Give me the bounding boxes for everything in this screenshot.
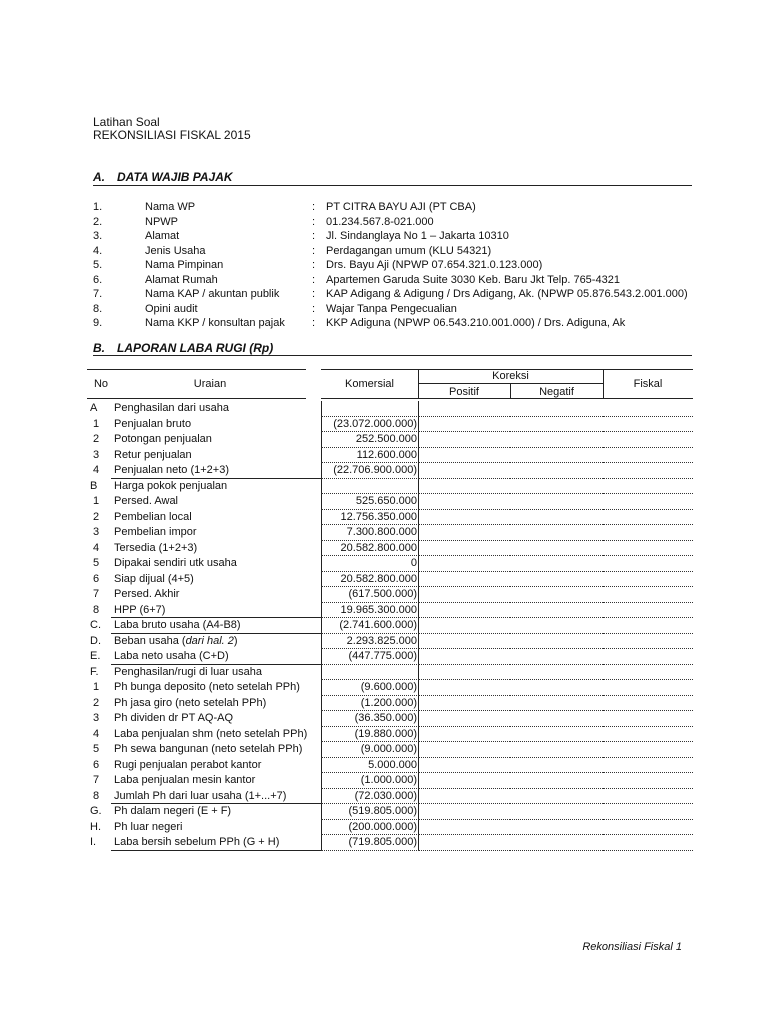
table-row: [87, 572, 693, 588]
row-number: B: [90, 479, 98, 492]
section-a-letter: A.: [93, 170, 105, 184]
row-uraian-text: Laba neto usaha (C+D): [114, 650, 229, 662]
wp-row-number: 6.: [93, 273, 103, 286]
section-b-letter: B.: [93, 341, 105, 355]
row-uraian-text: Tersedia (1+2+3): [114, 541, 198, 554]
row-number: 3: [92, 712, 100, 724]
wp-row-number: 3.: [93, 230, 103, 242]
wp-row-label: Nama Pimpinan: [145, 259, 224, 271]
header-rule-right-bottom: [321, 398, 693, 399]
row-komersial: (2.741.600.000): [339, 619, 417, 631]
row-uraian-text: Ph jasa giro (neto setelah PPh): [114, 696, 267, 709]
row-komersial: 20.582.800.000: [340, 541, 417, 554]
row-uraian-text: Ph dalam negeri (E + F): [114, 805, 232, 817]
table-row: [87, 680, 693, 696]
row-uraian-text: Pembelian impor: [114, 526, 197, 538]
row-uraian-text: HPP (6+7): [114, 603, 166, 616]
row-number: 1: [92, 495, 100, 507]
row-uraian: [114, 418, 191, 430]
row-uraian-text: Penghasilan dari usaha: [114, 402, 229, 414]
row-uraian-text: Potongan penjualan: [114, 433, 212, 445]
wp-row-number: 4.: [93, 244, 103, 257]
row-komersial: 0: [410, 557, 417, 569]
wp-row-colon: :: [312, 288, 316, 300]
table-row: [87, 587, 693, 603]
col-header-no: No: [93, 378, 109, 390]
section-a-title: DATA WAJIB PAJAK: [117, 170, 233, 184]
row-number: E.: [90, 650, 101, 662]
section-b-title: LAPORAN LABA RUGI (Rp): [117, 341, 274, 355]
wp-row-colon: :: [312, 302, 316, 315]
wp-row: [93, 229, 692, 243]
row-uraian-text: Laba bersih sebelum PPh (G + H): [114, 836, 280, 848]
row-number: 6: [92, 572, 100, 585]
row-uraian-text: Penjualan neto (1+2+3): [114, 464, 229, 476]
table-row: [87, 494, 693, 510]
wp-row: [93, 302, 692, 316]
row-uraian-text: Laba penjualan mesin kantor: [114, 774, 256, 786]
wp-row-number: 8.: [93, 302, 103, 315]
row-uraian: [114, 480, 227, 492]
section-b-heading: [93, 341, 273, 355]
row-uraian: [114, 759, 261, 771]
row-cell-line: [510, 850, 603, 851]
row-number: I.: [90, 836, 97, 848]
wp-row-value: PT CITRA BAYU AJI (PT CBA): [326, 201, 476, 213]
row-uraian: [114, 449, 192, 461]
row-uraian: [114, 666, 262, 678]
row-number: 7: [92, 588, 100, 600]
table-row: [87, 742, 693, 758]
header-rule-left: [87, 369, 306, 370]
wp-row: [93, 200, 692, 214]
row-komersial: 7.300.800.000: [346, 526, 417, 538]
wp-row-value: Perdagangan umum (KLU 54321): [326, 244, 492, 257]
wp-row: [93, 273, 692, 287]
col-header-negatif: Negatif: [539, 386, 574, 398]
wp-row-colon: :: [312, 215, 316, 228]
wp-row-label: NPWP: [145, 215, 178, 228]
wp-row-label: Nama WP: [145, 201, 196, 213]
col-header-uraian: Uraian: [193, 378, 227, 390]
wp-row-number: 1.: [93, 201, 103, 213]
table-row: [87, 603, 693, 619]
wp-row-colon: :: [312, 273, 316, 286]
row-uraian: [114, 790, 286, 802]
table-row: [87, 463, 693, 479]
row-number: F.: [90, 665, 99, 678]
table-row: [87, 618, 693, 634]
col-header-fiskal: Fiskal: [633, 378, 663, 390]
section-b-rule: [93, 355, 692, 356]
row-number: 2: [92, 510, 100, 523]
wp-row-colon: :: [312, 230, 316, 242]
row-number: 5: [92, 557, 100, 569]
row-uraian-text: Ph sewa bangunan (neto setelah PPh): [114, 743, 303, 755]
table-row: [87, 665, 693, 681]
section-a-rule: [93, 185, 692, 186]
row-number: 4: [92, 541, 100, 554]
table-row: [87, 789, 693, 805]
row-number: C.: [90, 619, 101, 631]
table-row: [87, 541, 693, 557]
wp-row-label: Nama KKP / konsultan pajak: [145, 317, 285, 329]
wp-row-label: Nama KAP / akuntan publik: [145, 288, 280, 300]
table-row: [87, 711, 693, 727]
row-number: H.: [90, 820, 101, 833]
row-komersial: (519.805.000): [348, 805, 417, 817]
table-row: [87, 696, 693, 712]
row-komersial: 19.965.300.000: [340, 603, 417, 616]
row-uraian: [114, 588, 179, 600]
wp-row-colon: :: [312, 201, 316, 213]
komersial-cell: [321, 665, 419, 681]
row-uraian-text: Dipakai sendiri utk usaha: [114, 557, 237, 569]
row-number: 7: [92, 774, 100, 786]
row-separator: [111, 850, 321, 851]
row-uraian: [114, 681, 300, 693]
row-uraian: [114, 712, 233, 724]
row-uraian: [114, 821, 183, 833]
row-number: 6: [92, 758, 100, 771]
table-row: [87, 448, 693, 464]
row-uraian: [114, 526, 197, 538]
row-komersial: (9.000.000): [360, 743, 417, 755]
row-number: 5: [92, 743, 100, 755]
wp-row-colon: :: [312, 259, 316, 271]
table-row: [87, 401, 693, 417]
wp-row-number: 2.: [93, 215, 103, 228]
table-row: [87, 417, 693, 433]
row-uraian: [114, 542, 197, 554]
row-uraian: [114, 495, 178, 507]
row-uraian: [114, 743, 302, 755]
row-number: 3: [92, 448, 100, 461]
table-row: [87, 649, 693, 665]
row-komersial: 112.600.000: [356, 448, 417, 461]
row-uraian-text: Ph bunga deposito (neto setelah PPh): [114, 681, 300, 693]
table-row: [87, 432, 693, 448]
wp-row-label: Jenis Usaha: [145, 244, 206, 257]
row-uraian: [114, 697, 266, 709]
row-komersial: (200.000.000): [348, 820, 417, 833]
row-uraian-text: Beban usaha (: [114, 634, 186, 647]
wp-row-number: 5.: [93, 259, 103, 271]
wp-row-value: KKP Adiguna (NPWP 06.543.210.001.000) / Drs. Adiguna, Ak: [326, 317, 626, 329]
row-uraian-text: Penghasilan/rugi di luar usaha: [114, 665, 262, 678]
row-uraian-text: Siap dijual (4+5): [114, 572, 194, 585]
row-uraian-text: Harga pokok penjualan: [114, 479, 228, 492]
row-number: 1: [92, 417, 100, 430]
row-uraian: [114, 650, 229, 662]
row-komersial: (1.200.000): [360, 696, 417, 709]
row-uraian-text: Laba bruto usaha (A4-B8): [114, 619, 241, 631]
row-uraian-text: Ph luar negeri: [114, 820, 183, 833]
row-uraian: [114, 619, 241, 631]
wp-row-value: Wajar Tanpa Pengecualian: [326, 302, 457, 315]
table-row: [87, 525, 693, 541]
table-row: [87, 634, 693, 650]
row-komersial: (72.030.000): [354, 789, 417, 802]
row-uraian-italic: dari hal. 2: [185, 634, 234, 647]
row-komersial: 2.293.825.000: [346, 634, 417, 647]
wp-row: [93, 287, 692, 301]
row-uraian: [114, 402, 229, 414]
row-uraian: [114, 433, 212, 445]
row-uraian: [114, 836, 279, 848]
row-komersial: (719.805.000): [348, 836, 417, 848]
wp-row-value: KAP Adigang & Adigung / Drs Adigang, Ak. (NPWP 05.876.543.2.001.000): [326, 288, 688, 300]
row-komersial: (9.600.000): [360, 681, 417, 693]
col-header-koreksi: Koreksi: [492, 370, 529, 382]
row-komersial: 5.000.000: [368, 758, 417, 771]
row-uraian-text: Laba penjualan shm (neto setelah PPh): [114, 727, 308, 740]
row-uraian-text: Retur penjualan: [114, 448, 192, 461]
doc-title: REKONSILIASI FISKAL 2015: [93, 128, 251, 142]
section-a-heading: [93, 170, 233, 184]
row-uraian-text: Pembelian local: [114, 510, 192, 523]
row-uraian: [114, 573, 194, 585]
wp-row-label: Opini audit: [145, 302, 198, 315]
wp-row-colon: :: [312, 244, 316, 257]
wp-row: [93, 244, 692, 258]
row-komersial: 252.500.000: [355, 433, 417, 445]
row-uraian: [114, 635, 238, 647]
row-uraian-text: Ph dividen dr PT AQ-AQ: [114, 712, 234, 724]
table-row: [87, 479, 693, 495]
row-uraian-text: Jumlah Ph dari luar usaha (1+...+7): [114, 789, 287, 802]
row-number: 8: [92, 603, 100, 616]
wp-row-value: 01.234.567.8-021.000: [326, 215, 434, 228]
wp-row: [93, 258, 692, 272]
row-komersial: 525.650.000: [355, 495, 417, 507]
row-uraian-text: Persed. Akhir: [114, 588, 180, 600]
row-komersial: 20.582.800.000: [340, 572, 417, 585]
row-number: 3: [92, 526, 100, 538]
table-row: [87, 773, 693, 789]
table-row: [87, 835, 693, 851]
page-footer: Rekonsiliasi Fiskal 1: [582, 941, 682, 953]
header-rule-left-bottom: [87, 398, 306, 399]
col-header-positif: Positif: [449, 386, 479, 398]
table-row: [87, 758, 693, 774]
row-uraian: [114, 464, 229, 476]
row-komersial: (22.706.900.000): [333, 464, 417, 476]
row-cell-line: [321, 850, 417, 851]
doc-subtitle: Latihan Soal: [93, 115, 160, 129]
row-komersial: (617.500.000): [348, 588, 417, 600]
row-cell-line: [603, 850, 693, 851]
table-row: [87, 804, 693, 820]
row-number: D.: [90, 634, 101, 647]
col-header-komersial: Komersial: [345, 378, 394, 390]
row-uraian: [114, 604, 165, 616]
table-row: [87, 727, 693, 743]
wp-row: [93, 316, 692, 330]
table-row: [87, 820, 693, 836]
row-uraian: [114, 728, 307, 740]
row-uraian-text: Penjualan bruto: [114, 417, 192, 430]
komersial-cell: [321, 479, 419, 495]
row-number: G.: [90, 805, 102, 817]
row-number: 1: [92, 681, 100, 693]
wp-row-value: Drs. Bayu Aji (NPWP 07.654.321.0.123.000): [326, 259, 543, 271]
row-komersial: (36.350.000): [354, 712, 417, 724]
row-komersial: (19.880.000): [354, 727, 417, 740]
row-uraian-text: Rugi penjualan perabot kantor: [114, 758, 262, 771]
row-number: 2: [92, 433, 100, 445]
row-number: 2: [92, 696, 100, 709]
wp-row-label: Alamat: [145, 230, 180, 242]
wp-row-label: Alamat Rumah: [145, 273, 218, 286]
row-uraian-text: Persed. Awal: [114, 495, 179, 507]
row-komersial: (447.775.000): [348, 650, 417, 662]
table-row: [87, 556, 693, 572]
row-uraian: [114, 511, 192, 523]
wp-row-colon: :: [312, 317, 316, 329]
wp-row-number: 9.: [93, 317, 103, 329]
row-number: 4: [92, 464, 100, 476]
row-number: A: [90, 402, 98, 414]
table-row: [87, 510, 693, 526]
row-komersial: (23.072.000.000): [333, 417, 417, 430]
row-cell-line: [418, 850, 510, 851]
row-uraian: [114, 805, 231, 817]
row-komersial: 12.756.350.000: [340, 510, 417, 523]
row-number: 4: [92, 727, 100, 740]
row-uraian: [114, 557, 237, 569]
row-komersial: (1.000.000): [360, 774, 417, 786]
row-uraian-end: ): [233, 634, 238, 647]
wp-row: [93, 215, 692, 229]
wp-row-value: Jl. Sindanglaya No 1 – Jakarta 10310: [326, 230, 509, 242]
wp-row-value: Apartemen Garuda Suite 3030 Keb. Baru Jkt Telp. 765-4321: [326, 273, 620, 286]
row-number: 8: [92, 789, 100, 802]
komersial-cell: [321, 401, 419, 417]
row-uraian: [114, 774, 255, 786]
wp-row-number: 7.: [93, 288, 103, 300]
